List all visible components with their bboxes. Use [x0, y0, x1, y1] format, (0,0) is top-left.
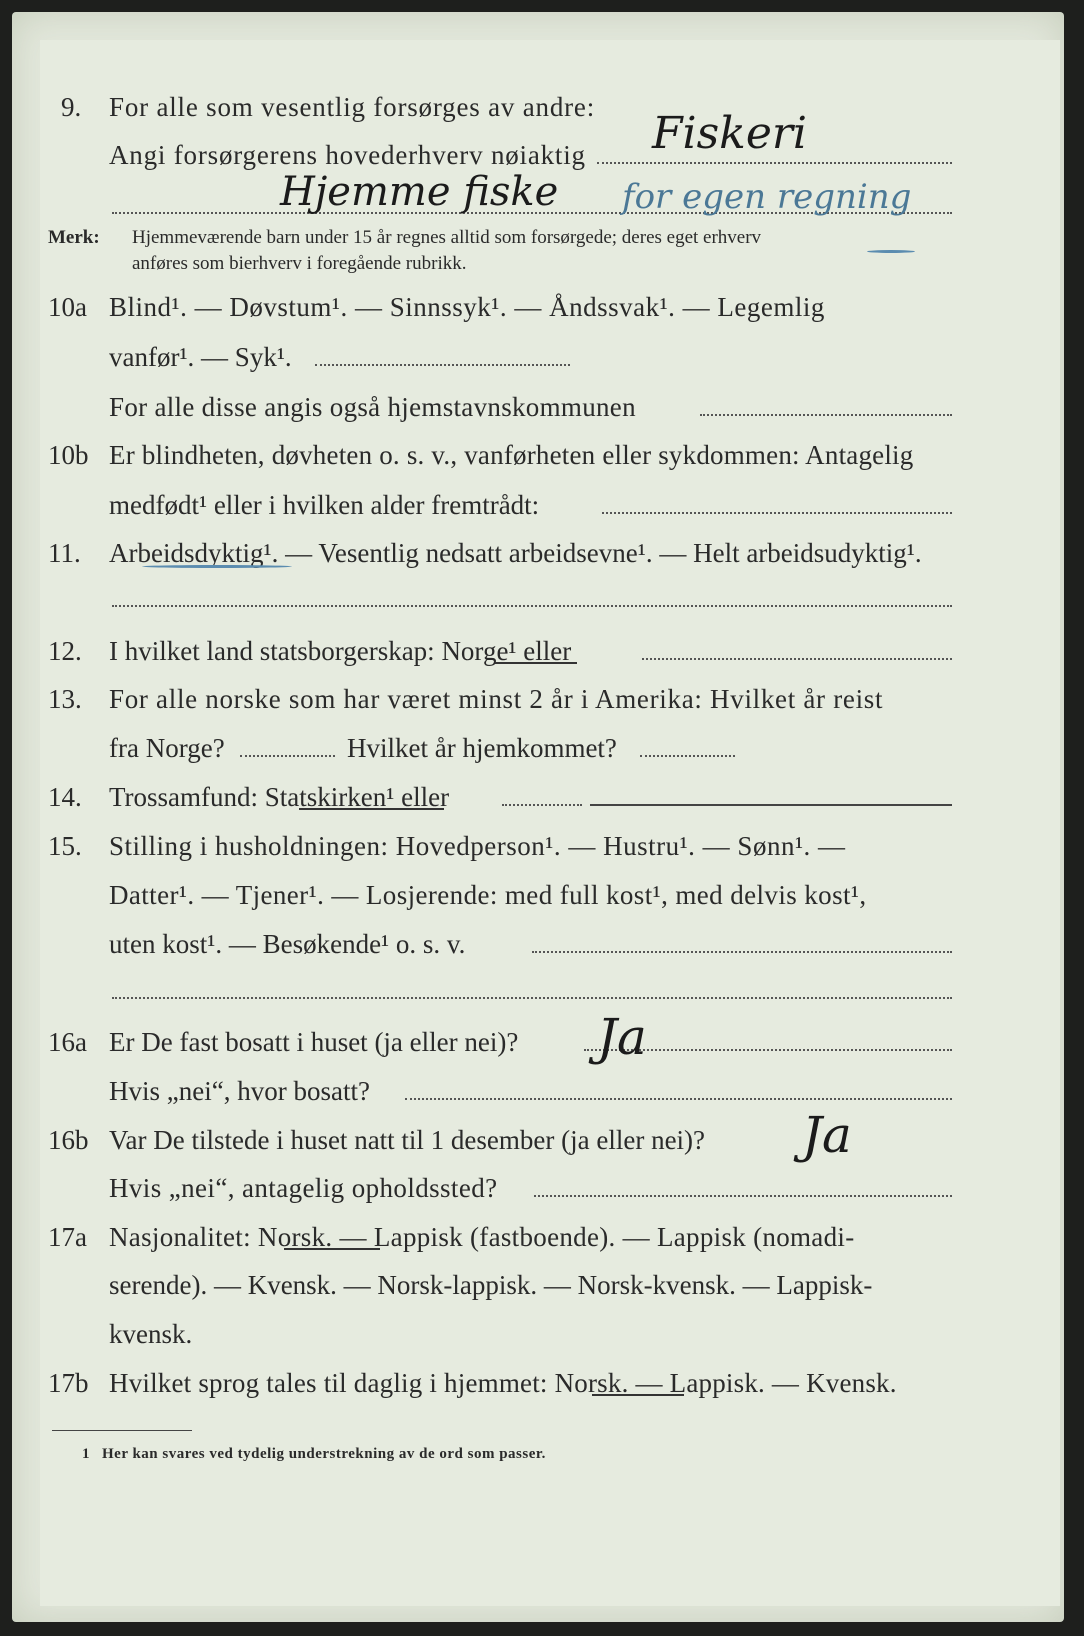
q10b-line2: medfødt¹ eller i hvilken alder fremtrådt:: [109, 490, 540, 520]
q16b-line1: Var De tilstede i huset natt til 1 desember (ja eller nei)?: [109, 1125, 706, 1155]
footnote-mark: 1: [82, 1446, 90, 1462]
q16b-line2: Hvis „nei“, antagelig opholdssted?: [109, 1173, 498, 1203]
q16a-answer-line2: [405, 1098, 952, 1100]
q10b-line1: Er blindheten, døvheten o. s. v., vanførheten eller sykdommen: Antagelig: [109, 440, 914, 470]
q17b-number: 17b: [48, 1368, 89, 1398]
q9-line1: For alle som vesentlig forsørges av andre:: [109, 92, 595, 122]
q14-statskirken-underline: [299, 808, 444, 810]
q16b-answer-line: [534, 1195, 952, 1197]
q10a-line3: For alle disse angis også hjemstavnskommunen: [109, 392, 636, 422]
q15-line3: uten kost¹. — Besøkende¹ o. s. v.: [109, 929, 466, 959]
census-form-sheet: [12, 12, 1064, 1622]
q9-answer-line1: [597, 162, 952, 164]
q14-number: 14.: [48, 782, 82, 812]
q14-line1: Trossamfund: Statskirken¹ eller: [109, 782, 450, 812]
q11-answer-line: [112, 605, 952, 607]
q10a-line2: vanfør¹. — Syk¹.: [109, 342, 292, 372]
q16a-line2: Hvis „nei“, hvor bosatt?: [109, 1076, 370, 1106]
q13-line2b: Hvilket år hjemkommet?: [347, 733, 617, 763]
q13-line1: For alle norske som har været minst 2 år i Amerika: Hvilket år reist: [109, 684, 884, 714]
q15-line2: Datter¹. — Tjener¹. — Losjerende: med full kost¹, med delvis kost¹,: [109, 880, 867, 910]
q17a-number: 17a: [48, 1222, 87, 1252]
q9-handwritten-answer2a: Hjemme fiske: [280, 169, 559, 215]
q11-blue-underline: [142, 565, 292, 568]
q17a-line1: Nasjonalitet: Norsk. — Lappisk (fastboende). — Lappisk (nomadi-: [109, 1222, 855, 1252]
q17a-line2: serende). — Kvensk. — Norsk-lappisk. — Norsk-kvensk. — Lappisk-: [109, 1270, 873, 1300]
q9-handwritten-answer1: Fiskeri: [652, 108, 807, 159]
q13-number: 13.: [48, 684, 82, 714]
q12-answer-line: [642, 658, 952, 660]
q17b-line1: Hvilket sprog tales til daglig i hjemmet: Norsk. — Lappisk. — Kvensk.: [109, 1368, 897, 1398]
footnote-text: Her kan svares ved tydelig understrekning av de ord som passer.: [102, 1446, 546, 1462]
q16a-line1: Er De fast bosatt i huset (ja eller nei)?: [109, 1027, 519, 1057]
q10b-number: 10b: [48, 440, 89, 470]
footnote-rule: [52, 1430, 192, 1431]
merk-line1: Hjemmeværende barn under 15 år regnes alltid som forsørgede; deres eget erhverv: [132, 227, 762, 248]
q15-line1: Stilling i husholdningen: Hovedperson¹. — Hustru¹. — Sønn¹. —: [109, 831, 846, 861]
q9-line2: Angi forsørgerens hovederhverv nøiaktig: [109, 140, 586, 170]
q12-line1: I hvilket land statsborgerskap: Norge¹ eller: [109, 636, 572, 666]
merk-label: Merk:: [48, 227, 100, 248]
q13-answer-line2: [640, 755, 735, 757]
q16b-handwritten-answer: Ja: [802, 1106, 852, 1164]
q10a-answer-line2: [700, 414, 952, 416]
q9-handwritten-answer2b: for egen regning: [622, 177, 912, 217]
q12-norge-underline: [495, 662, 577, 664]
q11-line1: Arbeidsdyktig¹. — Vesentlig nedsatt arbeidsevne¹. — Helt arbeidsudyktig¹.: [109, 538, 922, 568]
q15-answer-line2: [112, 997, 952, 999]
q10a-answer-line1: [315, 364, 570, 366]
q13-answer-line1: [240, 755, 335, 757]
q9-number: 9.: [61, 92, 82, 122]
q13-line2a: fra Norge?: [109, 733, 225, 763]
q14-answer-line-extra: [590, 804, 952, 806]
q12-number: 12.: [48, 636, 82, 666]
q16a-handwritten-answer: Ja: [597, 1008, 647, 1066]
merk-line2: anføres som bierhverv i foregående rubrikk.: [132, 253, 467, 274]
q17a-norsk-underline: [284, 1248, 380, 1250]
q14-answer-line: [502, 804, 582, 806]
q16b-number: 16b: [48, 1125, 89, 1155]
q17a-line3: kvensk.: [109, 1319, 193, 1349]
merk-blue-mark: [867, 250, 915, 253]
q15-number: 15.: [48, 831, 82, 861]
q16a-number: 16a: [48, 1027, 87, 1057]
q17b-norsk-underline: [592, 1394, 684, 1396]
q15-answer-line1: [532, 951, 952, 953]
q10b-answer-line: [602, 512, 952, 514]
q10a-line1: Blind¹. — Døvstum¹. — Sinnssyk¹. — Åndssvak¹. — Legemlig: [109, 292, 825, 322]
q11-number: 11.: [48, 538, 81, 568]
q10a-number: 10a: [48, 292, 87, 322]
